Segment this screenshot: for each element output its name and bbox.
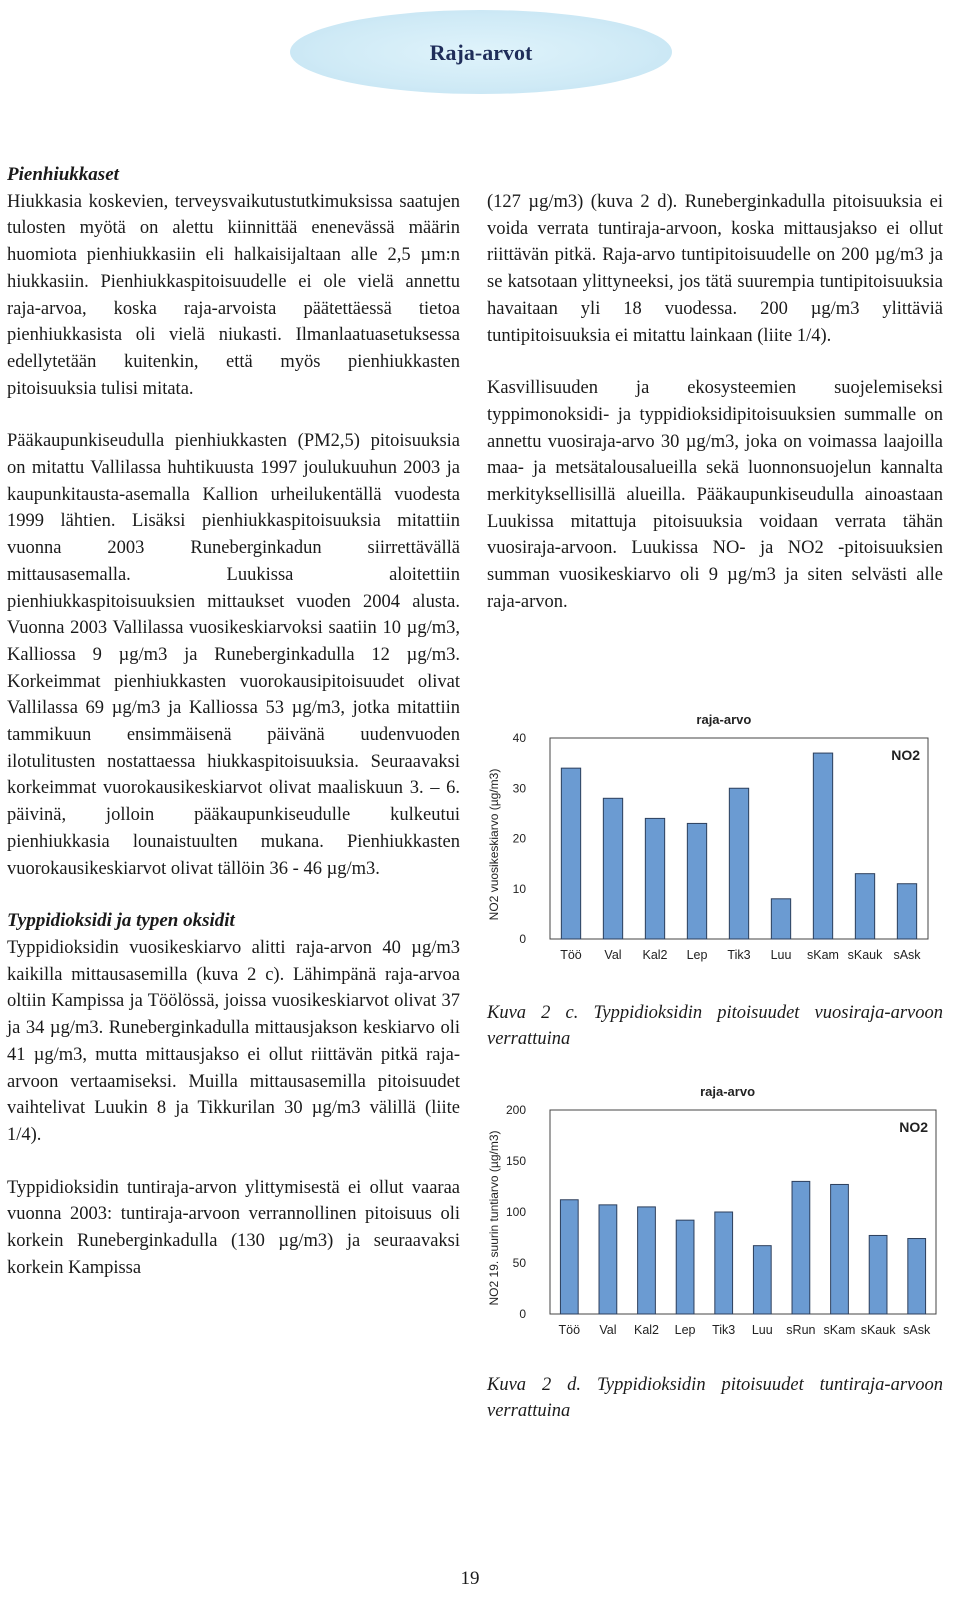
- y-tick-label: 40: [512, 731, 526, 745]
- x-tick-label: sKam: [807, 948, 839, 962]
- bar: [855, 874, 874, 939]
- chart-annual-no2-svg: [484, 708, 944, 978]
- y-tick-label: 30: [512, 781, 526, 796]
- bar: [908, 1239, 926, 1314]
- bar: [638, 1207, 656, 1314]
- x-tick-label: Lep: [674, 1323, 696, 1337]
- bar: [813, 753, 832, 939]
- paragraph: Kasvillisuuden ja ekosysteemien suojelemiseksi typpimonoksidi- ja typpidioksidipitoisuuksien summalle on annettu vuosiraja-arvo 30 µg/m3, joka on voimassa laajoilla maa- ja metsätalousalueilla sekä luonnonsuojelun kannalta merkityksellisillä alueilla. Pääkaupunkiseudulla ainoastaan Luukissa mitattuja pitoisuuksia voidaan verrata tähän vuosiraja-arvoon. Luukissa NO- ja NO2 -pitoisuuksien summan vuosikeskiarvo oli 9 µg/m3 ja siten selvästi alle raja-arvon.: [487, 378, 943, 612]
- y-tick-label: 200: [505, 1103, 526, 1117]
- section-heading-typpidioksidi: Typpidioksidi ja typen oksidit: [7, 910, 235, 932]
- y-tick-label: 150: [505, 1154, 526, 1168]
- legend-label: NO2: [899, 1119, 928, 1135]
- caption-kuva-2d: Kuva 2 d. Typpidioksidin pitoisuudet tuntiraja-arvoon verrattuina: [487, 1375, 943, 1421]
- y-tick-label: 50: [512, 1256, 526, 1270]
- bar: [676, 1220, 694, 1314]
- y-tick-label: 20: [512, 831, 526, 846]
- x-tick-label: sKauk: [847, 948, 883, 962]
- bar: [645, 818, 664, 939]
- bar: [753, 1246, 771, 1314]
- x-tick-label: Töö: [558, 1323, 581, 1337]
- paragraph: Hiukkasia koskevien, terveysvaikutustutkimuksissa saatujen tulosten myötä on alettu kiinnittää enenevässä määrin huomiota pienhiukkasiin eli halkaisijaltaan alle 2,5 µm:n hiukkasiin. Pienhiukkaspitoisuudelle ei ole vielä annettu raja-arvoa, koska raja-arvoista päätettäessä tietoa pienhiukkasista oli vielä niukasti. Ilmanlaatuasetuksessa edellytetään kuitenkin, että myös pienhiukkasten pitoisuuksia tulisi mitata.: [7, 191, 460, 399]
- bar: [831, 1184, 849, 1314]
- right-column: [487, 189, 943, 616]
- x-tick-label: Lep: [686, 948, 708, 962]
- x-tick-label: sRun: [786, 1323, 816, 1337]
- page-number: 19: [460, 1568, 480, 1589]
- x-tick-label: Luu: [770, 948, 792, 962]
- bar: [560, 1200, 578, 1314]
- y-tick-label: 100: [505, 1205, 526, 1219]
- y-tick-label: 0: [519, 1307, 526, 1321]
- bar: [771, 899, 790, 939]
- x-tick-label: Val: [604, 948, 622, 962]
- bar: [729, 788, 748, 939]
- x-tick-label: sAsk: [893, 948, 921, 962]
- y-axis-label: NO2 19. suurin tuntiarvo (µg/m3): [487, 1130, 501, 1306]
- left-column: [7, 162, 460, 1281]
- bar: [561, 768, 580, 939]
- bar: [715, 1212, 733, 1314]
- x-tick-label: Tik3: [712, 1323, 736, 1337]
- section-heading-pienhiukkaset: Pienhiukkaset: [7, 164, 119, 185]
- reference-label: raja-arvo: [696, 712, 752, 727]
- y-axis-label: NO2 vuosikeskiarvo (µg/m3): [487, 768, 501, 921]
- bar: [599, 1205, 617, 1314]
- reference-label: raja-arvo: [700, 1084, 756, 1099]
- y-tick-label: 0: [519, 932, 526, 946]
- paragraph: Typpidioksidin vuosikeskiarvo alitti raja-arvon 40 µg/m3 kaikilla mittausasemilla (kuva 2 c). Lähimpänä raja-arvoa oltiin Kampissa ja Töölössä, joissa vuosikeskiarvot olivat 37 ja 34 µg/m3. Runeberginkadulla mittausjakson keskiarvo oli 41 µg/m3, mutta mittausjakso ei ollut riittävän pitkä raja-arvoon vertaamiseksi. Muilla mittausasemilla pitoisuudet vaihtelivat Luukin 8 ja Tikkurilan 30 µg/m3 välillä (liite 1/4).: [7, 937, 460, 1145]
- x-tick-label: Kal2: [633, 1323, 660, 1337]
- x-tick-label: sAsk: [903, 1323, 931, 1337]
- chart-annual-no2: [484, 708, 944, 978]
- x-tick-label: Tik3: [727, 948, 751, 962]
- paragraph: Typpidioksidin tuntiraja-arvon ylittymisestä ei ollut vaaraa vuonna 2003: tuntiraja-arvoon verrannollinen pitoisuus oli korkein Runeberginkadulla (130 µg/m3) ja seuraavaksi korkein Kampissa: [7, 1177, 460, 1278]
- bar: [792, 1181, 810, 1314]
- caption-kuva-2c: Kuva 2 c. Typpidioksidin pitoisuudet vuosiraja-arvoon verrattuina: [487, 1003, 943, 1049]
- x-tick-label: sKauk: [860, 1323, 896, 1337]
- x-tick-label: Luu: [751, 1323, 773, 1337]
- page-title: Raja-arvot: [429, 40, 533, 65]
- bar: [603, 798, 622, 939]
- chart-hourly-no2: [484, 1082, 944, 1344]
- legend-label: NO2: [891, 747, 920, 763]
- bar: [869, 1235, 887, 1314]
- paragraph: (127 µg/m3) (kuva 2 d). Runeberginkadulla pitoisuuksia ei voida verrata tuntiraja-arvoon, koska mittausjakso ei ollut riittävän pitkä. Raja-arvo tuntipitoisuudelle on 200 µg/m3 ja se katsotaan ylittyneeksi, jos tätä suurempia tuntipitoisuuksia havaitaan yli 18 vuodessa. 200 µg/m3 ylittäviä tuntipitoisuuksia ei mitattu lainkaan (liite 1/4).: [487, 192, 943, 346]
- chart-hourly-no2-svg: [484, 1082, 944, 1344]
- x-tick-label: Val: [599, 1323, 617, 1337]
- x-tick-label: Töö: [560, 948, 582, 962]
- bar: [897, 884, 916, 939]
- y-tick-label: 10: [512, 881, 526, 896]
- x-tick-label: sKam: [823, 1323, 856, 1337]
- paragraph: Pääkaupunkiseudulla pienhiukkasten (PM2,5) pitoisuuksia on mitattu Vallilassa huhtikuusta 1997 joulukuuhun 2003 ja kaupunkitausta-asemalla Kallion urheilukentällä vuodesta 1999 lähtien. Lisäksi pienhiukkaspitoisuuksia mitattiin vuonna 2003 Runeberginkadun siirrettävällä mittausasemalla. Luukissa aloitettiin pienhiukkaspitoisuuksien mittaukset vuoden 2004 alusta. Vuonna 2003 Vallilassa vuosikeskiarvoksi saatiin 10 µg/m3, Kalliossa 9 µg/m3 ja Runeberginkadulla 12 µg/m3. Korkeimmat pienhiukkasten vuorokausipitoisuudet olivat Vallilassa 69 µg/m3 ja Kalliossa 53 µg/m3, jotka mitattiin tammikuun ensimmäisenä päivänä uudenvuoden ilotulitusten nostattaessa hiukkaspitoisuuksia. Seuraavaksi korkeimmat vuorokausikeskiarvot olivat maaliskuun 3. – 6. päivinä, jolloin pääkaupunkiseudulle kulkeutui pienhiukkasia lounaistuulten mukana. Pienhiukkasten vuorokausikeskiarvot olivat tällöin 36 - 46 µg/m3.: [7, 431, 460, 879]
- bar: [687, 823, 706, 939]
- x-tick-label: Kal2: [642, 948, 668, 962]
